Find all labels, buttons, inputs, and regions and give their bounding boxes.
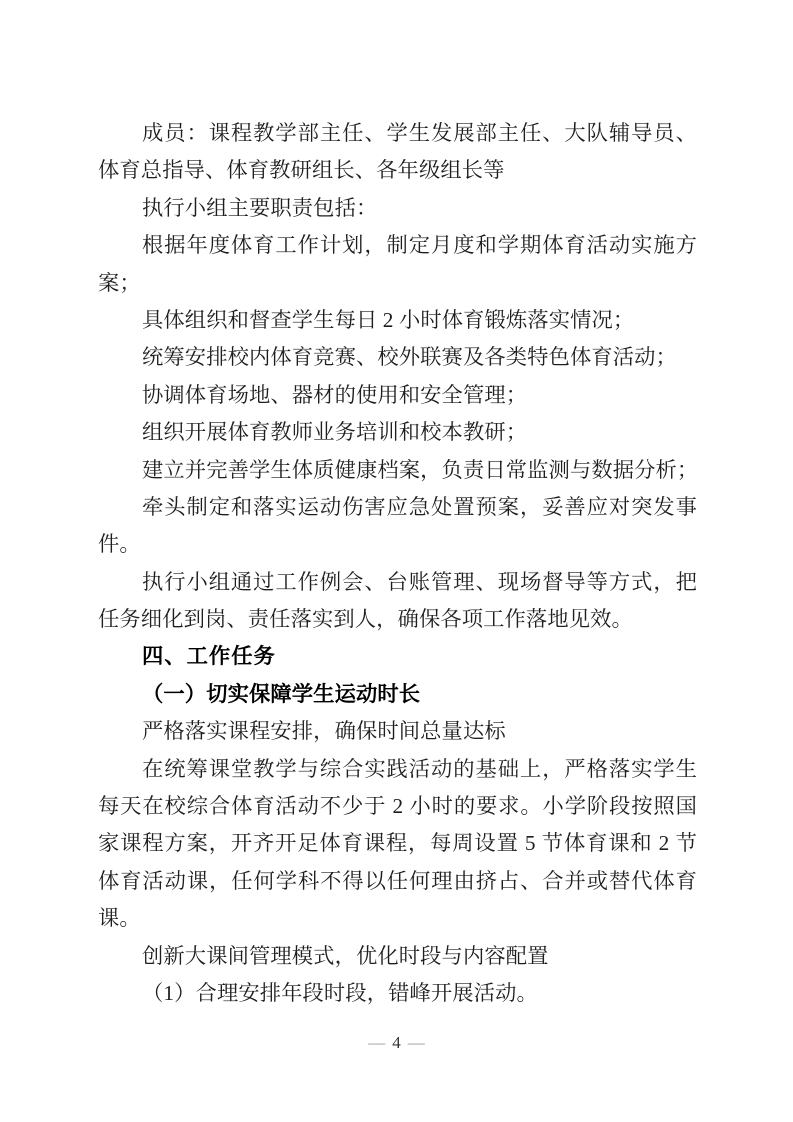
- text-line: 具体组织和督查学生每日 2 小时体育锻炼落实情况；: [142, 307, 635, 332]
- text-line: 执行小组主要职责包括：: [142, 195, 378, 220]
- text-line: 组织开展体育教师业务培训和校本教研；: [142, 420, 528, 445]
- text-line: 件。: [98, 532, 141, 557]
- text-line: 创新大课间管理模式，优化时段与内容配置: [142, 943, 549, 968]
- text-line: 体育活动课，任何学科不得以任何理由挤占、合并或替代体育: [98, 868, 697, 893]
- text-line: 每天在校综合体育活动不少于 2 小时的要求。小学阶段按照国: [98, 794, 697, 819]
- text-line: 成员：课程教学部主任、学生发展部主任、大队辅导员、: [142, 121, 697, 145]
- footer-dash-left: —: [368, 1033, 386, 1052]
- text-line: 根据年度体育工作计划，制定月度和学期体育活动实施方: [142, 233, 697, 258]
- text-line: 严格落实课程安排，确保时间总量达标: [142, 719, 506, 744]
- text-line: 任务细化到岗、责任落实到人，确保各项工作落地见效。: [98, 607, 633, 632]
- text-line: 案；: [98, 270, 141, 295]
- text-line: 建立并完善学生体质健康档案，负责日常监测与数据分析；: [142, 457, 699, 482]
- section-heading: 四、工作任务: [142, 644, 276, 669]
- page-number: 4: [392, 1033, 401, 1052]
- text-line: 协调体育场地、器材的使用和安全管理；: [142, 382, 528, 407]
- text-line: 在统筹课堂教学与综合实践活动的基础上，严格落实学生: [142, 756, 697, 781]
- subsection-heading: （一）切实保障学生运动时长: [142, 681, 421, 706]
- footer-dash-right: —: [407, 1033, 425, 1052]
- text-line: 课。: [98, 906, 141, 931]
- document-body: [98, 115, 697, 1012]
- text-line: 家课程方案，开齐开足体育课程，每周设置 5 节体育课和 2 节: [98, 831, 697, 856]
- text-line: 执行小组通过工作例会、台账管理、现场督导等方式，把: [142, 569, 697, 594]
- text-line: 牵头制定和落实运动伤害应急处置预案，妥善应对突发事: [142, 494, 697, 519]
- text-line: 统筹安排校内体育竞赛、校外联赛及各类特色体育活动；: [142, 345, 677, 370]
- page-footer: [0, 1032, 793, 1054]
- text-line: 体育总指导、体育教研组长、各年级组长等: [98, 158, 505, 183]
- text-line: （1）合理安排年段时段，错峰开展活动。: [142, 980, 538, 1005]
